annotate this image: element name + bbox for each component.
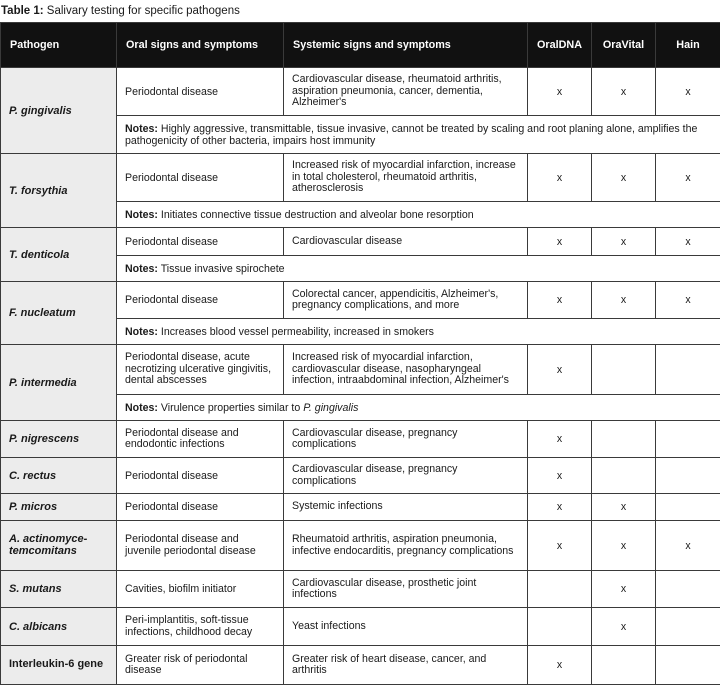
hain-cell <box>656 494 720 521</box>
oravital-cell <box>592 646 656 685</box>
table-row <box>1 571 720 608</box>
notes-label: Notes: <box>125 262 158 275</box>
hain-cell <box>656 345 720 395</box>
caption-text: Salivary testing for specific pathogens <box>43 5 240 17</box>
notes-cell <box>117 256 720 282</box>
systemic-cell: Colorectal cancer, appendicitis, Alzheimer's, pregnancy complications, and more <box>284 282 528 319</box>
table-row <box>1 421 720 458</box>
systemic-cell: Greater risk of heart disease, cancer, and arthritis <box>284 646 528 685</box>
pathogen-cell: C. rectus <box>1 458 117 494</box>
oravital-cell: x <box>592 608 656 646</box>
notes-label: Notes: <box>125 122 158 135</box>
notes-label: Notes: <box>125 325 158 338</box>
oral-cell: Periodontal disease <box>117 228 284 256</box>
oravital-cell: x <box>592 282 656 319</box>
caption-label: Table 1: <box>1 5 44 17</box>
oravital-cell: x <box>592 494 656 521</box>
oraldna-cell: x <box>528 345 592 395</box>
oravital-cell: x <box>592 228 656 256</box>
hain-cell <box>656 421 720 458</box>
oraldna-cell: x <box>528 646 592 685</box>
systemic-cell: Cardiovascular disease, prosthetic joint infections <box>284 571 528 608</box>
pathogen-cell: S. mutans <box>1 571 117 608</box>
notes-text: Tissue invasive spirochete <box>157 262 285 275</box>
table-row <box>1 608 720 646</box>
header-hain: Hain <box>656 23 720 68</box>
oraldna-cell: x <box>528 68 592 116</box>
pathogen-cell: C. albicans <box>1 608 117 646</box>
pathogen-cell: T. denticola <box>1 228 117 282</box>
oraldna-cell: x <box>528 458 592 494</box>
systemic-cell: Rheumatoid arthritis, aspiration pneumonia, infective endocarditis, pregnancy complications <box>284 521 528 571</box>
hain-cell: x <box>656 282 720 319</box>
oravital-cell: x <box>592 154 656 202</box>
hain-cell: x <box>656 228 720 256</box>
table-row <box>1 345 720 395</box>
table-row <box>1 282 720 319</box>
oraldna-cell: x <box>528 494 592 521</box>
notes-cell <box>117 116 720 154</box>
table-row <box>1 458 720 494</box>
oraldna-cell: x <box>528 282 592 319</box>
pathogen-cell: A. actinomyce-temcomitans <box>1 521 117 571</box>
oral-cell: Greater risk of periodontal disease <box>117 646 284 685</box>
hain-cell: x <box>656 68 720 116</box>
oral-cell: Peri-implantitis, soft-tissue infections, childhood decay <box>117 608 284 646</box>
header-pathogen: Pathogen <box>1 23 117 68</box>
oravital-cell: x <box>592 571 656 608</box>
systemic-cell: Increased risk of myocardial infarction, increase in total cholesterol, rheumatoid arthritis, atherosclerosis <box>284 154 528 202</box>
oral-cell: Periodontal disease and juvenile periodontal disease <box>117 521 284 571</box>
oravital-cell: x <box>592 68 656 116</box>
notes-label: Notes: <box>125 401 158 414</box>
pathogen-cell: F. nucleatum <box>1 282 117 345</box>
systemic-cell: Cardiovascular disease, rheumatoid arthritis, aspiration pneumonia, cancer, dementia, Alzheimer's <box>284 68 528 116</box>
systemic-cell: Increased risk of myocardial infarction, cardiovascular disease, nasopharyngeal infection, intraabdominal infection, Alzheimer's <box>284 345 528 395</box>
oravital-cell: x <box>592 521 656 571</box>
notes-cell <box>117 319 720 345</box>
oral-cell: Periodontal disease <box>117 282 284 319</box>
table-caption <box>0 0 720 22</box>
hain-cell: x <box>656 521 720 571</box>
oraldna-cell <box>528 608 592 646</box>
systemic-cell: Yeast infections <box>284 608 528 646</box>
hain-cell <box>656 571 720 608</box>
header-oravital: OraVital <box>592 23 656 68</box>
oraldna-cell: x <box>528 154 592 202</box>
oravital-cell <box>592 345 656 395</box>
notes-cell <box>117 202 720 228</box>
oral-cell: Periodontal disease <box>117 68 284 116</box>
hain-cell: x <box>656 154 720 202</box>
oral-cell: Periodontal disease, acute necrotizing ulcerative gingivitis, dental abscesses <box>117 345 284 395</box>
oral-cell: Periodontal disease <box>117 458 284 494</box>
oraldna-cell: x <box>528 521 592 571</box>
header-systemic: Systemic signs and symptoms <box>284 23 528 68</box>
oral-cell: Periodontal disease <box>117 154 284 202</box>
hain-cell <box>656 646 720 685</box>
pathogen-table <box>0 22 720 685</box>
pathogen-cell: P. nigrescens <box>1 421 117 458</box>
table-row <box>1 646 720 685</box>
header-row <box>1 23 720 68</box>
hain-cell <box>656 458 720 494</box>
notes-text: Virulence properties similar to <box>157 401 304 414</box>
oraldna-cell: x <box>528 228 592 256</box>
oravital-cell <box>592 458 656 494</box>
table-row <box>1 494 720 521</box>
systemic-cell: Cardiovascular disease, pregnancy complications <box>284 458 528 494</box>
header-oraldna: OralDNA <box>528 23 592 68</box>
pathogen-cell: P. intermedia <box>1 345 117 421</box>
header-oral: Oral signs and symptoms <box>117 23 284 68</box>
oraldna-cell <box>528 571 592 608</box>
pathogen-cell: P. micros <box>1 494 117 521</box>
table-row <box>1 521 720 571</box>
table-row <box>1 154 720 202</box>
notes-text: Highly aggressive, transmittable, tissue invasive, cannot be treated by scaling and root planing alone, amplifies the pathogenicity of other bacteria, impairs host immunity <box>125 122 698 147</box>
table-row <box>1 68 720 116</box>
systemic-cell: Cardiovascular disease <box>284 228 528 256</box>
oravital-cell <box>592 421 656 458</box>
systemic-cell: Systemic infections <box>284 494 528 521</box>
notes-label: Notes: <box>125 208 158 221</box>
notes-cell <box>117 395 720 421</box>
notes-text: Increases blood vessel permeability, increased in smokers <box>157 325 434 338</box>
oral-cell: Cavities, biofilm initiator <box>117 571 284 608</box>
hain-cell <box>656 608 720 646</box>
pathogen-cell: T. forsythia <box>1 154 117 228</box>
notes-italic: P. gingivalis <box>303 401 359 414</box>
notes-text: Initiates connective tissue destruction and alveolar bone resorption <box>157 208 474 221</box>
oraldna-cell: x <box>528 421 592 458</box>
oral-cell: Periodontal disease and endodontic infections <box>117 421 284 458</box>
oral-cell: Periodontal disease <box>117 494 284 521</box>
pathogen-cell: Interleukin-6 gene <box>1 646 117 685</box>
systemic-cell: Cardiovascular disease, pregnancy complications <box>284 421 528 458</box>
table-row <box>1 228 720 256</box>
pathogen-cell: P. gingivalis <box>1 68 117 154</box>
